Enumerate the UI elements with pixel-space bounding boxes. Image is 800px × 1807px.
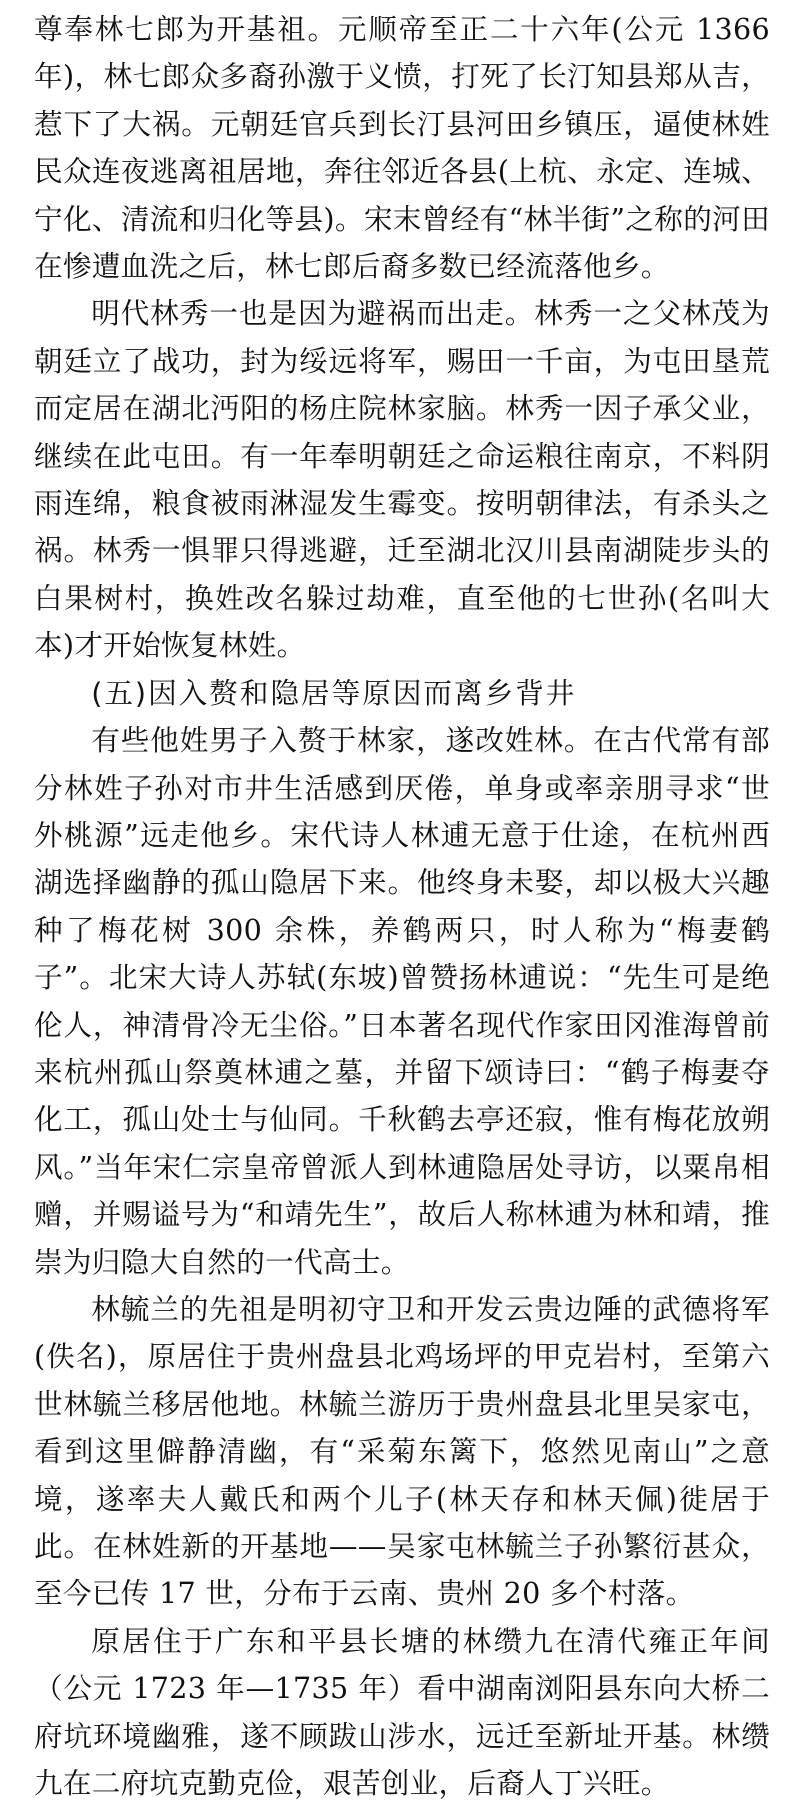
section-heading: (五)因入赘和隐居等原因而离乡背井 [91, 675, 577, 710]
paragraph-3: 有些他姓男子入赘于林家，遂改姓林。在古代常有部分林姓子孙对市井生活感到厌倦，单身或率亲朋寻求“世外桃源”远走他乡。宋代诗人林逋无意于仕途，在杭州西湖选择幽静的孤山隐居下来。他终身未娶，却以极大兴趣种了梅花树 300 余株，养鹤两只，时人称为“梅妻鹤子”。北宋大诗人苏轼(东坡)曾赞扬林逋说：“先生可是绝伦人，神清骨冷无尘俗。”日本著名现代作家田冈淮海曾前来杭州孤山祭奠林逋之墓，并留下颂诗曰：“鹤子梅妻夺化工，孤山处士与仙同。千秋鹤去亭还寂，惟有梅花放朔风。”当年宋仁宗皇帝曾派人到林逋隐居处寻访，以粟帛相赠，并赐谥号为“和靖先生”，故后人称林逋为林和靖，推崇为归隐大自然的一代高士。 [34, 723, 770, 1279]
paragraph-4: 林毓兰的先祖是明初守卫和开发云贵边陲的武德将军(佚名)，原居住于贵州盘县北鸡场坪的甲克岩村，至第六世林毓兰移居他地。林毓兰游历于贵州盘县北里吴家屯，看到这里僻静清幽，有“采菊东篱下，悠然见南山”之意境，遂率夫人戴氏和两个儿子(林天存和林天佩)徙居于此。在林姓新的开基地——吴家屯林毓兰子孙繁衍甚众，至今已传 17 世，分布于云南、贵州 20 多个村落。 [34, 1291, 770, 1611]
paragraph-2: 明代林秀一也是因为避祸而出走。林秀一之父林茂为朝廷立了战功，封为绥远将军，赐田一千亩，为屯田垦荒而定居在湖北沔阳的杨庄院林家脑。林秀一因子承父业，继续在此屯田。有一年奉明朝廷之命运粮往南京，不料阴雨连绵，粮食被雨淋湿发生霉变。按明朝律法，有杀头之祸。林秀一惧罪只得逃避，迁至湖北汉川县南湖陡步头的白果树村，换姓改名躲过劫难，直至他的七世孙(名叫大本)才开始恢复林姓。 [34, 296, 770, 663]
paragraph-5: 原居住于广东和平县长塘的林缵九在清代雍正年间（公元 1723 年—1735 年）看中湖南浏阳县东向大桥二府坑环境幽雅，遂不顾跋山涉水，远迁至新址开基。林缵九在二府坑克勤克俭，艰苦创业，后裔人丁兴旺。 [34, 1623, 770, 1801]
document-page [34, 6, 770, 1807]
paragraph-1: 尊奉林七郎为开基祖。元顺帝至正二十六年(公元 1366 年)，林七郎众多裔孙激于义愤，打死了长汀知县郑从吉，惹下了大祸。元朝廷官兵到长汀县河田乡镇压，逼使林姓民众连夜逃离祖居地，奔往邻近各县(上杭、永定、连城、宁化、清流和归化等县)。宋末曾经有“林半街”之称的河田在惨遭血洗之后，林七郎后裔多数已经流落他乡。 [34, 12, 770, 284]
